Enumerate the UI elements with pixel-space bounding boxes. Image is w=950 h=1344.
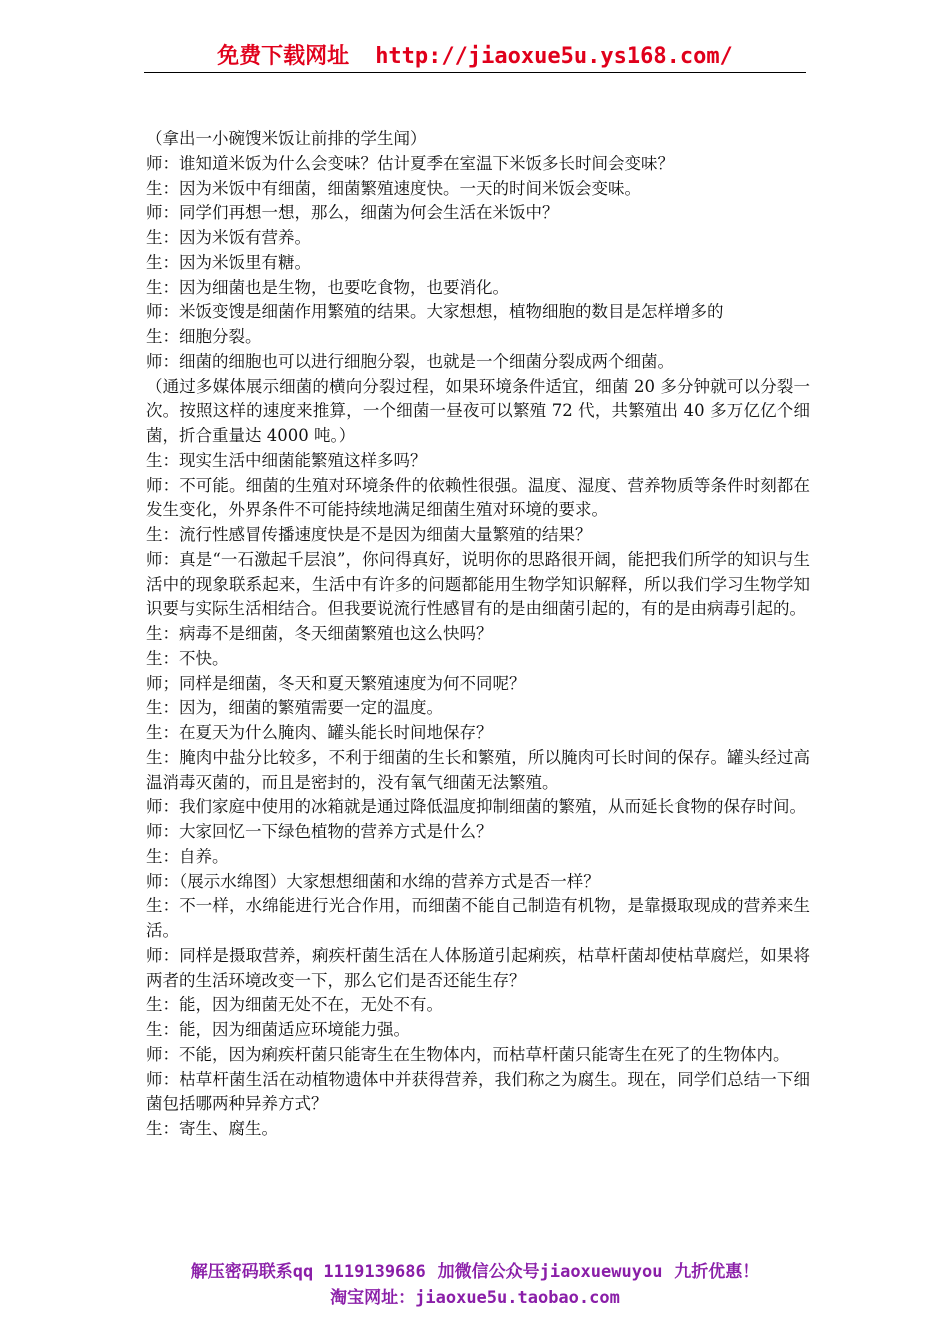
text-line: 生：流行性感冒传播速度快是不是因为细菌大量繁殖的结果？ [146,525,592,544]
text-line: 生：现实生活中细菌能繁殖这样多吗？ [146,450,427,470]
footer-shop-link[interactable]: jiaoxue5u.taobao.com [415,1288,620,1308]
header-label: 免费下载网址 [217,44,350,69]
text-line: 生：能，因为细菌适应环境能力强。 [146,1020,410,1039]
text-line: 生：不一样，水绵能进行光合作用，而细菌不能自己制造有机物，是靠摄取现成的营养来生活。 [146,896,810,940]
text-line: （拿出一小碗馊米饭让前排的学生闻） [146,129,427,148]
text-line: 生：自养。 [146,846,229,866]
footer-qq: qq 1119139686 [292,1262,426,1282]
text-line: 师：谁知道米饭为什么会变味？估计夏季在室温下米饭多长时间会变味？ [146,153,674,173]
text-line: 生：寄生、腐生。 [146,1119,278,1138]
footer-discount: 九折优惠！ [674,1262,760,1282]
text-line: 师：不可能。细菌的生殖对环境条件的依赖性很强。温度、湿度、营养物质等条件时刻都在发生变化，外界条件不可能持续地满足细菌生殖对环境的要求。 [146,475,810,520]
header-url-link[interactable]: http://jiaoxue5u.ys168.com/ [375,44,733,69]
text-line: 师：我们家庭中使用的冰箱就是通过降低温度抑制细菌的繁殖，从而延长食物的保存时间。 [146,797,806,817]
text-line: 生：因为，细菌的繁殖需要一定的温度。 [146,698,443,718]
text-line: 生：不快。 [146,648,229,668]
text-line: 生：因为米饭里有糖。 [146,252,311,272]
text-line: 生：腌肉中盐分比较多，不利于细菌的生长和繁殖，所以腌肉可长时间的保存。罐头经过高温消毒灭菌的，而且是密封的，没有氧气细菌无法繁殖。 [146,747,810,792]
text-line: 师；同样是细菌，冬天和夏天繁殖速度为何不同呢？ [146,673,526,693]
text-line: 师：同学们再想一想，那么，细菌为何会生活在米饭中？ [146,203,559,223]
text-line: 师：枯草杆菌生活在动植物遗体中并获得营养，我们称之为腐生。现在，同学们总结一下细菌包括哪两种异养方式？ [146,1069,810,1114]
text-line: 生：病毒不是细菌，冬天细菌繁殖也这么快吗？ [146,624,493,643]
footer-password-label: 解压密码联系 [190,1262,293,1282]
footer-shop-label: 淘宝网址： [330,1288,416,1308]
footer-wechat-label: 加微信公众号 [437,1262,540,1282]
text-line: 师：大家回忆一下绿色植物的营养方式是什么？ [146,822,493,841]
footer-contact-line [0,1260,950,1284]
footer-wechat-id: jiaoxuewuyou [539,1262,663,1282]
text-line: （通过多媒体展示细菌的横向分裂过程，如果环境条件适宜，细菌 20 多分钟就可以分裂一次。按照这样的速度来推算，一个细菌一昼夜可以繁殖 72 代，共繁殖出 40 多万亿亿个细菌，折合重量达 4000 吨。） [146,376,810,445]
text-line: 生：细胞分裂。 [146,327,262,346]
text-line: 师：细菌的细胞也可以进行细胞分裂，也就是一个细菌分裂成两个细菌。 [146,351,674,371]
page-header [144,42,806,73]
text-line: 师：同样是摄取营养，痢疾杆菌生活在人体肠道引起痢疾，枯草杆菌却使枯草腐烂，如果将两者的生活环境改变一下，那么它们是否还能生存？ [146,945,810,990]
text-line: 生：因为米饭有营养。 [146,228,311,247]
text-line: 生：因为米饭中有细菌，细菌繁殖速度快。一天的时间米饭会变味。 [146,178,641,198]
footer-shop-line [0,1286,950,1310]
text-line: 生：能，因为细菌无处不在，无处不有。 [146,995,443,1015]
text-line: 师：（展示水绵图）大家想想细菌和水绵的营养方式是否一样？ [146,871,600,891]
dialogue-content [146,127,810,1142]
text-line: 生：在夏天为什么腌肉、罐头能长时间地保存？ [146,723,493,742]
text-line: 师：不能，因为痢疾杆菌只能寄生在生物体内，而枯草杆菌只能寄生在死了的生物体内。 [146,1044,790,1064]
text-line: 师：米饭变馊是细菌作用繁殖的结果。大家想想，植物细胞的数目是怎样增多的 [146,302,724,322]
text-line: 生：因为细菌也是生物，也要吃食物，也要消化。 [146,277,509,297]
text-line: 师：真是“一石激起千层浪”，你问得真好，说明你的思路很开阔，能把我们所学的知识与生活中的现象联系起来，生活中有许多的问题都能用生物学知识解释，所以我们学习生物学知识要与实际生活相结合。但我要说流行性感冒有的是由细菌引起的，有的是由病毒引起的。 [146,549,810,619]
